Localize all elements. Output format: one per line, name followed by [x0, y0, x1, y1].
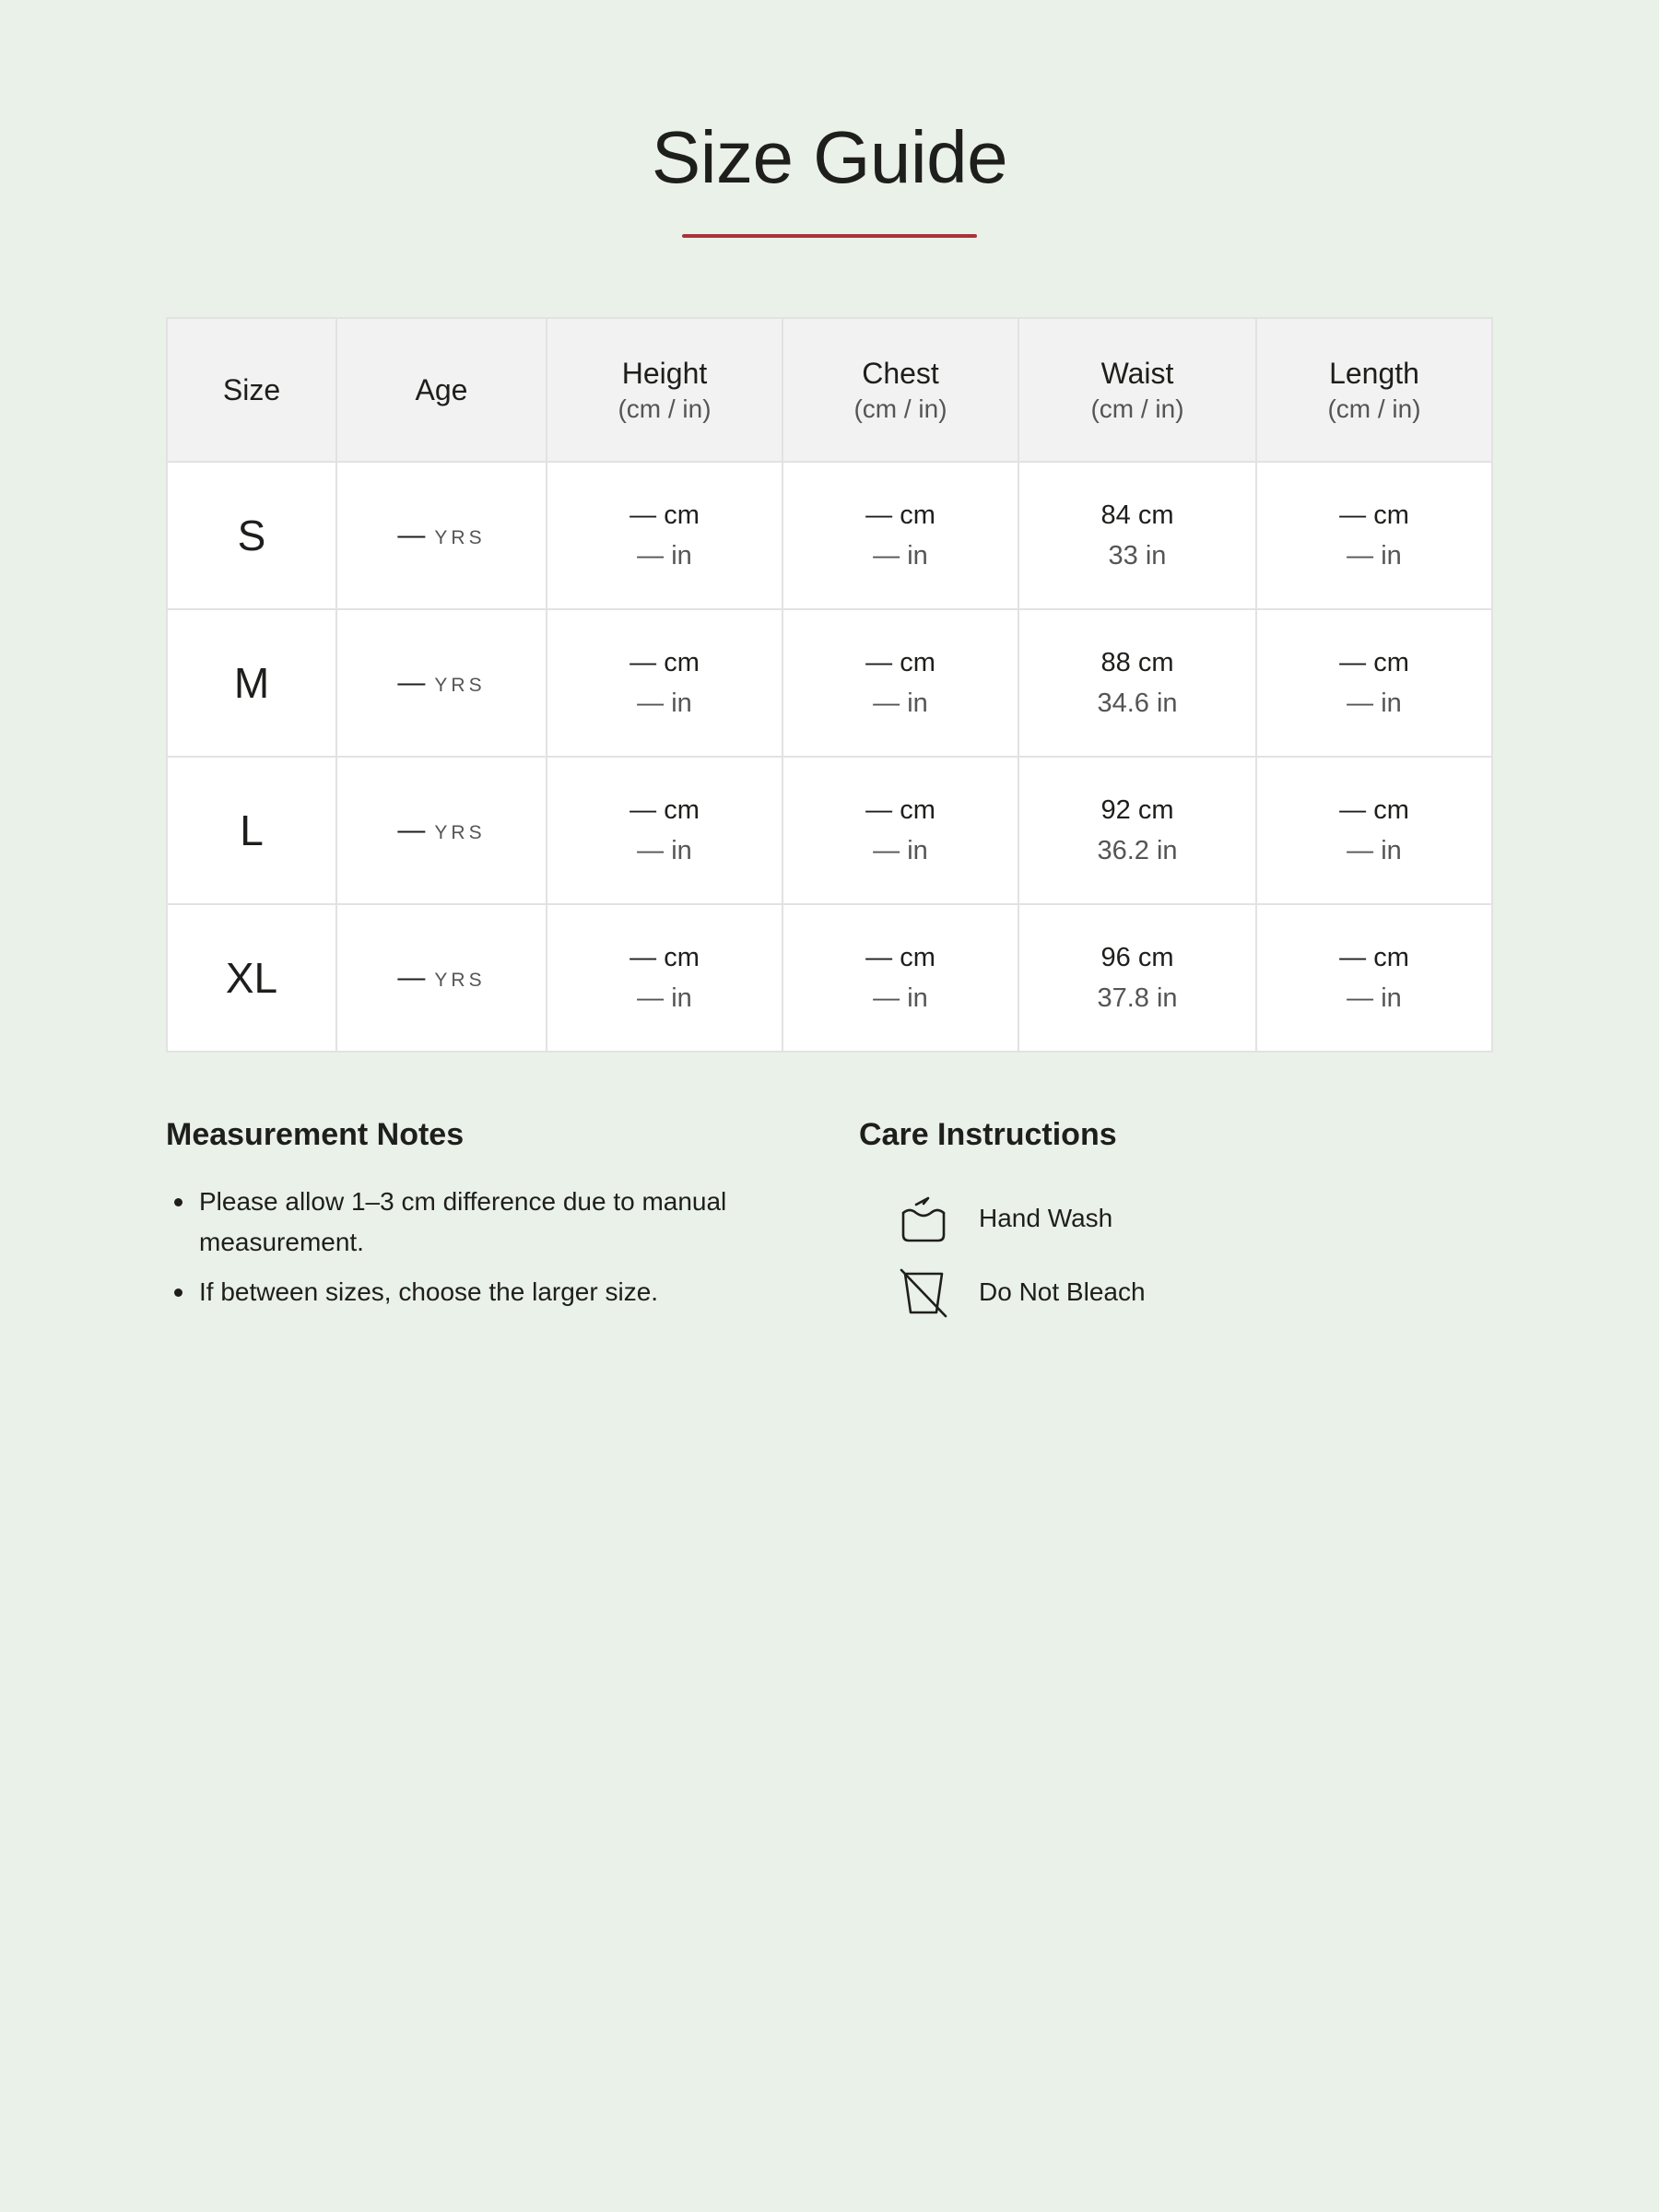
header-label: Chest — [862, 357, 939, 390]
height-cell — [547, 904, 782, 1052]
age-unit: YRS — [434, 970, 486, 991]
age-value: — — [397, 815, 426, 845]
chest-cell — [782, 462, 1018, 609]
hand-wash-icon — [898, 1193, 949, 1244]
waist-in: 37.8 in — [1097, 983, 1178, 1013]
age-cell — [336, 609, 547, 757]
header-length — [1256, 318, 1492, 462]
age-cell — [336, 757, 547, 904]
age-value: — — [397, 667, 426, 698]
length-in: — in — [1347, 541, 1402, 571]
size-cell: S — [167, 462, 336, 609]
care-item-hand-wash — [859, 1182, 1493, 1255]
waist-in: 36.2 in — [1097, 836, 1178, 865]
care-label: Hand Wash — [979, 1204, 1113, 1232]
table-row — [167, 609, 1492, 757]
length-cm: — cm — [1339, 648, 1409, 677]
header-label: Height — [621, 357, 708, 390]
header-label: Waist — [1100, 357, 1174, 390]
length-cell — [1256, 904, 1492, 1052]
list-item: If between sizes, choose the larger size. — [199, 1272, 771, 1312]
length-cell — [1256, 757, 1492, 904]
header-label: Size — [222, 373, 281, 406]
header-unit: (cm / in) — [1090, 394, 1184, 423]
title-underline — [682, 234, 977, 238]
header-chest — [782, 318, 1018, 462]
waist-cell — [1018, 462, 1256, 609]
header-unit: (cm / in) — [853, 394, 947, 423]
chest-cell — [782, 757, 1018, 904]
header-unit: (cm / in) — [618, 394, 712, 423]
table-row — [167, 904, 1492, 1052]
chest-cm: — cm — [865, 943, 935, 972]
notes-title: Measurement Notes — [166, 1117, 465, 1152]
size-cell: L — [167, 757, 336, 904]
height-cm: — cm — [629, 943, 700, 972]
length-in: — in — [1347, 836, 1402, 865]
header-size — [167, 318, 336, 462]
length-cm: — cm — [1339, 795, 1409, 825]
size-cell: M — [167, 609, 336, 757]
waist-cm: 84 cm — [1100, 500, 1174, 530]
waist-cm: 92 cm — [1100, 795, 1174, 825]
measurement-notes — [166, 1113, 859, 1329]
height-in: — in — [637, 541, 692, 571]
age-cell — [336, 904, 547, 1052]
chest-in: — in — [873, 688, 928, 718]
title-section — [166, 0, 1493, 238]
chest-cell — [782, 609, 1018, 757]
size-table — [166, 317, 1493, 1053]
height-cm: — cm — [629, 648, 700, 677]
chest-in: — in — [873, 541, 928, 571]
age-unit: YRS — [434, 527, 486, 548]
care-label: Do Not Bleach — [979, 1277, 1146, 1306]
care-title: Care Instructions — [859, 1117, 1117, 1152]
height-in: — in — [637, 688, 692, 718]
table-row — [167, 757, 1492, 904]
no-bleach-icon — [898, 1266, 949, 1318]
length-cm: — cm — [1339, 500, 1409, 530]
waist-cell — [1018, 904, 1256, 1052]
waist-cm: 96 cm — [1100, 943, 1174, 972]
age-value: — — [397, 520, 426, 550]
chest-cell — [782, 904, 1018, 1052]
header-waist — [1018, 318, 1256, 462]
chest-in: — in — [873, 836, 928, 865]
age-value: — — [397, 962, 426, 993]
height-in: — in — [637, 983, 692, 1013]
care-instructions — [859, 1113, 1493, 1329]
header-unit: (cm / in) — [1327, 394, 1421, 423]
height-cm: — cm — [629, 500, 700, 530]
height-cm: — cm — [629, 795, 700, 825]
waist-in: 33 in — [1108, 541, 1167, 571]
table-row — [167, 462, 1492, 609]
length-cell — [1256, 609, 1492, 757]
height-cell — [547, 609, 782, 757]
length-cell — [1256, 462, 1492, 609]
chest-cm: — cm — [865, 795, 935, 825]
size-guide-page — [166, 0, 1493, 1306]
height-cell — [547, 462, 782, 609]
header-height — [547, 318, 782, 462]
length-cm: — cm — [1339, 943, 1409, 972]
list-item: Please allow 1–3 cm difference due to manual measurement. — [199, 1182, 771, 1263]
age-cell — [336, 462, 547, 609]
waist-in: 34.6 in — [1097, 688, 1178, 718]
header-age — [336, 318, 547, 462]
length-in: — in — [1347, 983, 1402, 1013]
chest-cm: — cm — [865, 648, 935, 677]
care-item-no-bleach — [859, 1255, 1493, 1329]
chest-in: — in — [873, 983, 928, 1013]
length-in: — in — [1347, 688, 1402, 718]
waist-cell — [1018, 609, 1256, 757]
height-cell — [547, 757, 782, 904]
height-in: — in — [637, 836, 692, 865]
header-label: Age — [415, 373, 468, 406]
size-cell: XL — [167, 904, 336, 1052]
info-sections — [166, 1113, 1493, 1329]
waist-cell — [1018, 757, 1256, 904]
waist-cm: 88 cm — [1100, 648, 1174, 677]
age-unit: YRS — [434, 822, 486, 843]
table-header-row — [167, 318, 1492, 462]
age-unit: YRS — [434, 675, 486, 696]
chest-cm: — cm — [865, 500, 935, 530]
header-label: Length — [1329, 357, 1419, 390]
notes-list — [166, 1182, 859, 1312]
page-title: Size Guide — [651, 116, 1008, 198]
